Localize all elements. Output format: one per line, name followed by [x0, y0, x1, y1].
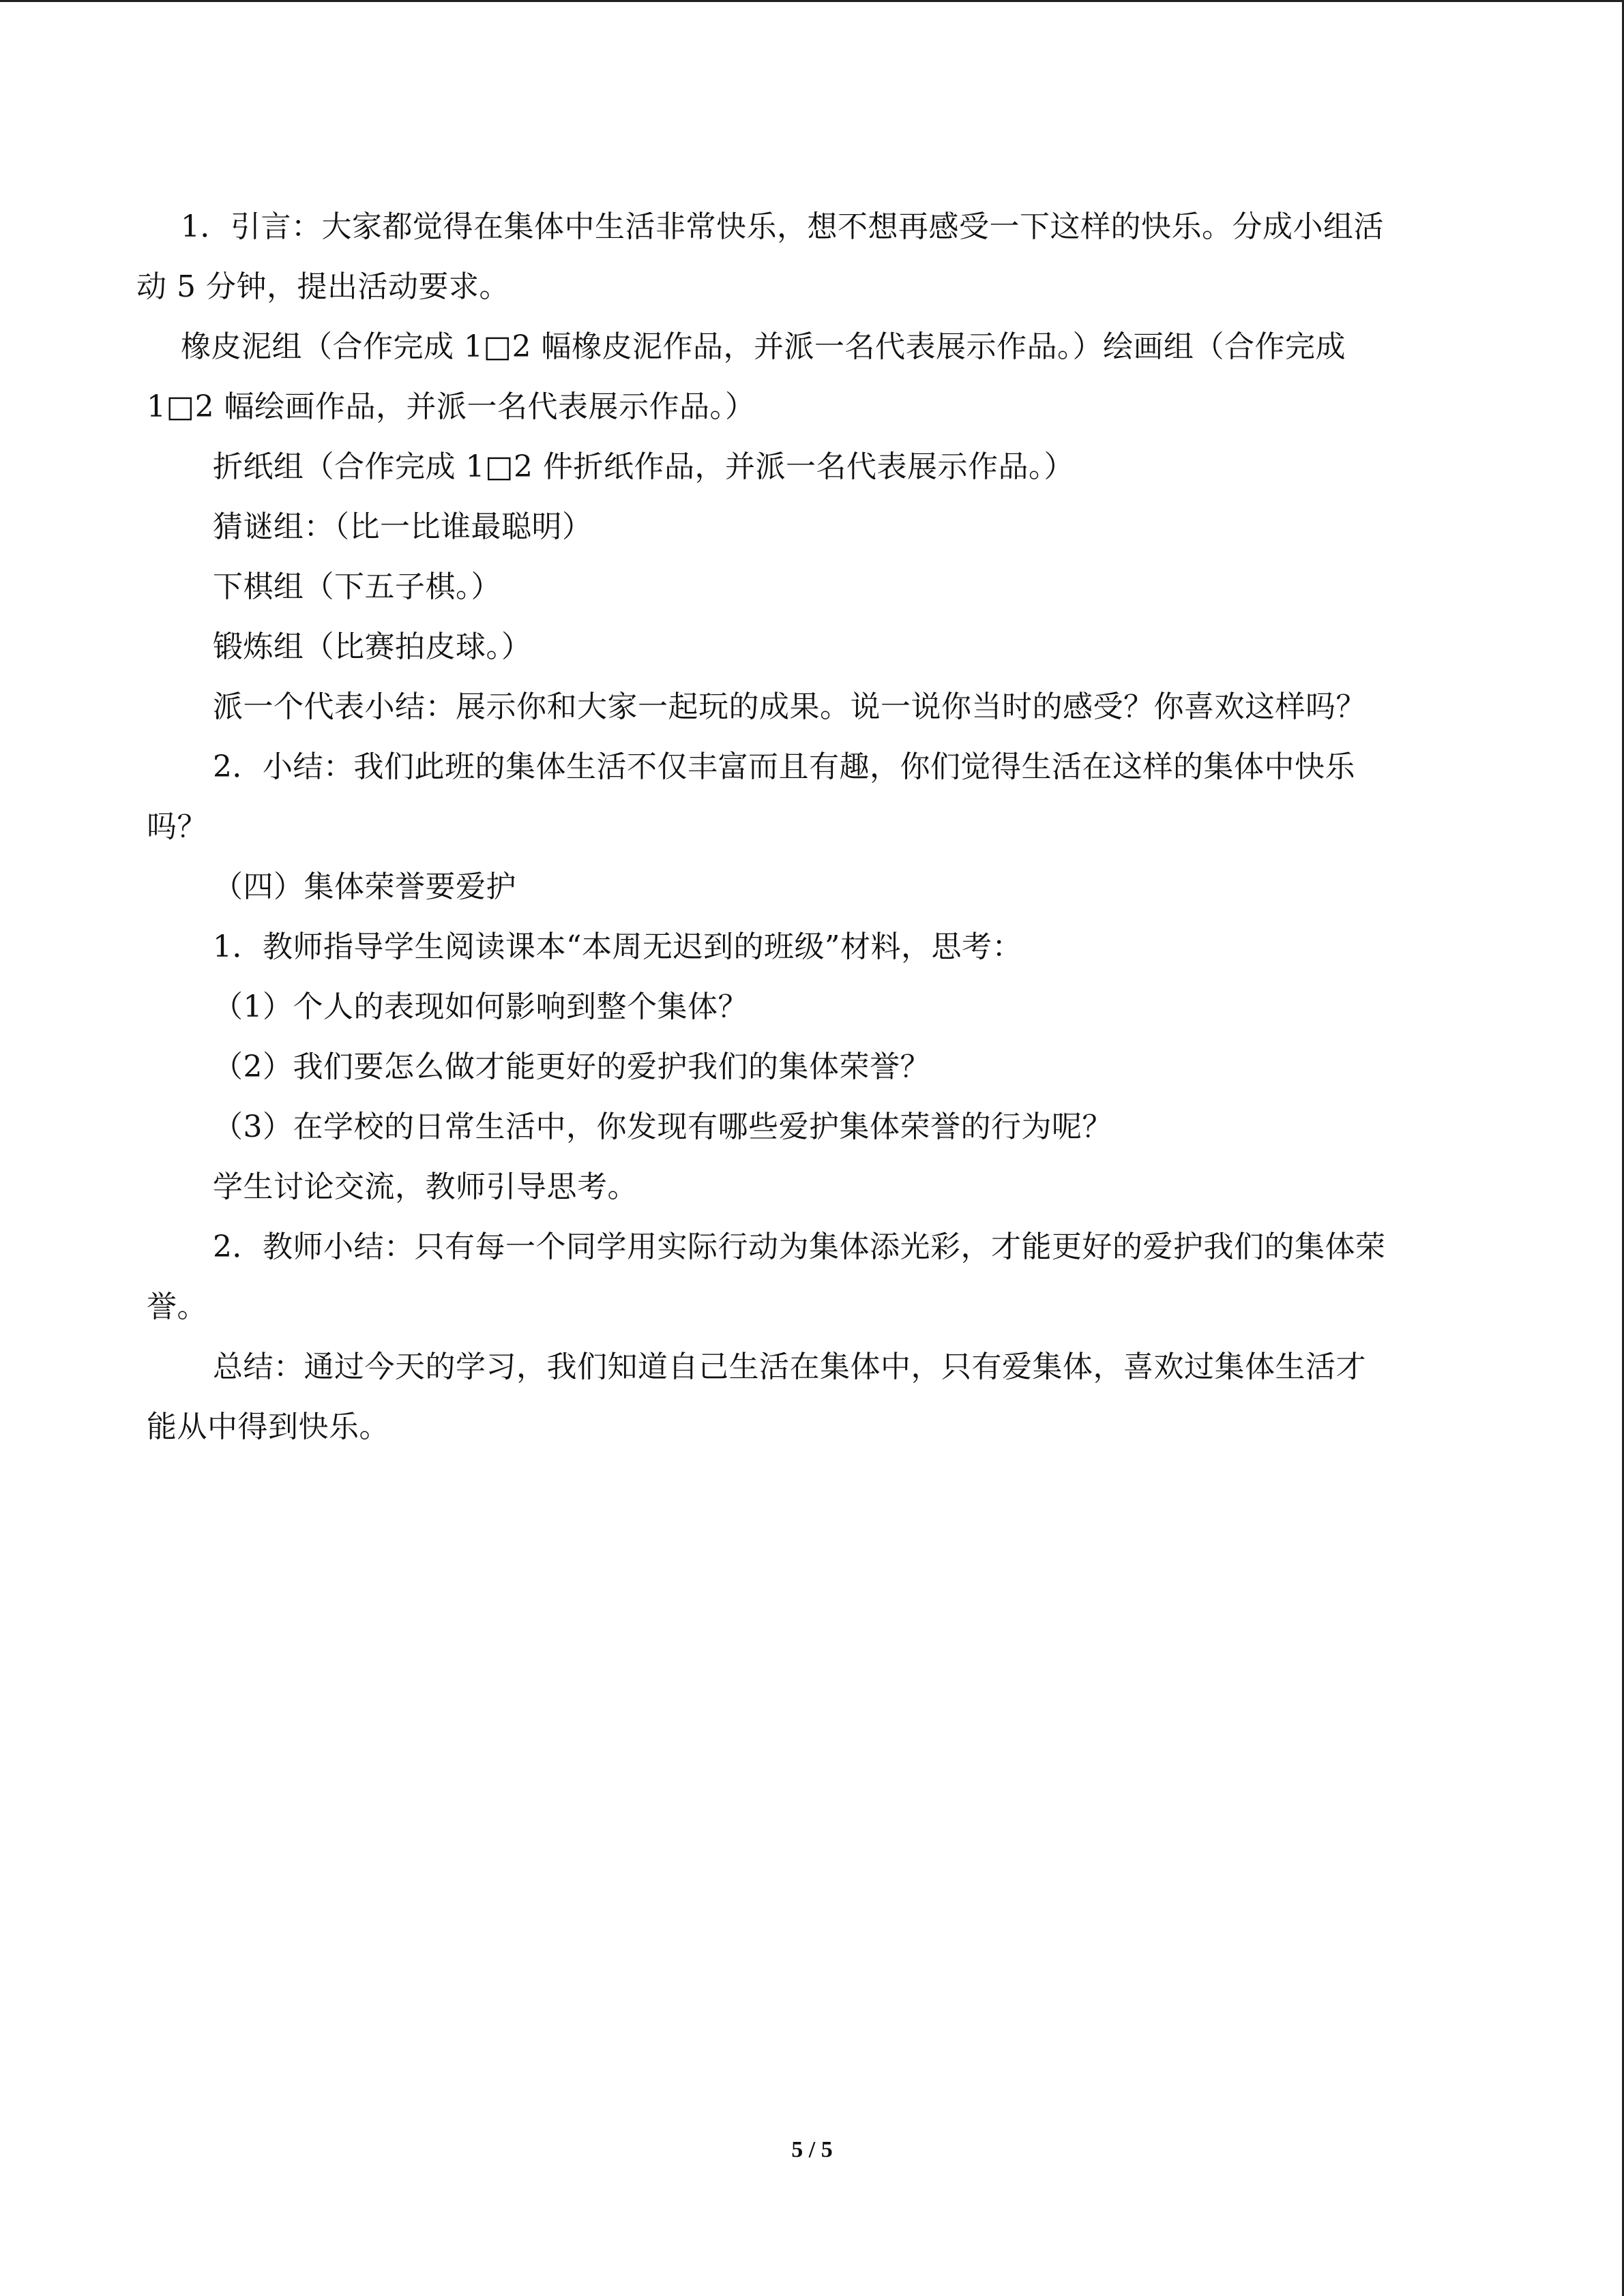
- paragraph-line: 猜谜组：（比一比谁最聪明）: [213, 509, 593, 544]
- paragraph-line: 1．教师指导学生阅读课本“本周无迟到的班级”材料，思考：: [213, 929, 1022, 964]
- section-heading: （四）集体荣誉要爱护: [213, 869, 516, 904]
- paragraph-line: 锻炼组（比赛拍皮球。）: [213, 629, 532, 664]
- paragraph-line: 吗？: [147, 809, 207, 844]
- paragraph-line: 折纸组（合作完成 1□2 件折纸作品，并派一名代表展示作品。）: [213, 449, 1075, 484]
- paragraph-line: 2．教师小结：只有每一个同学用实际行动为集体添光彩，才能更好的爱护我们的集体荣: [213, 1229, 1386, 1264]
- paragraph-line: （2）我们要怎么做才能更好的爱护我们的集体荣誉？: [213, 1049, 930, 1084]
- paragraph-line: 下棋组（下五子棋。）: [213, 569, 501, 604]
- paragraph-line: 派一个代表小结：展示你和大家一起玩的成果。说一说你当时的感受？你喜欢这样吗？: [213, 689, 1366, 724]
- paragraph-line: 动 5 分钟，提出活动要求。: [136, 269, 510, 304]
- paragraph-line: （1）个人的表现如何影响到整个集体？: [213, 989, 748, 1024]
- paragraph-line: 总结：通过今天的学习，我们知道自己生活在集体中，只有爱集体，喜欢过集体生活才: [213, 1350, 1366, 1384]
- page-number: 5 / 5: [791, 2137, 833, 2162]
- paragraph-line: 2．小结：我们此班的集体生活不仅丰富而且有趣，你们觉得生活在这样的集体中快乐: [213, 749, 1355, 784]
- paragraph-line: 能从中得到快乐。: [147, 1410, 389, 1444]
- paragraph-line: 誉。: [147, 1289, 207, 1324]
- paragraph-line: 橡皮泥组（合作完成 1□2 幅橡皮泥作品，并派一名代表展示作品。）绘画组（合作完成: [181, 329, 1346, 364]
- paragraph-line: （3）在学校的日常生活中，你发现有哪些爱护集体荣誉的行为呢？: [213, 1109, 1112, 1144]
- paragraph-line: 1□2 幅绘画作品，并派一名代表展示作品。）: [147, 389, 756, 424]
- paragraph-line: 学生讨论交流，教师引导思考。: [213, 1169, 638, 1204]
- paragraph-line: 1．引言：大家都觉得在集体中生活非常快乐，想不想再感受一下这样的快乐。分成小组活: [181, 209, 1384, 244]
